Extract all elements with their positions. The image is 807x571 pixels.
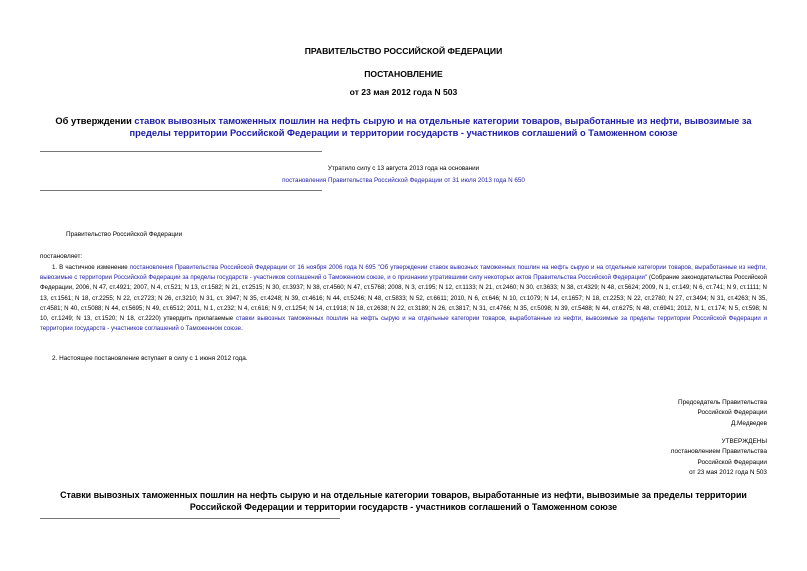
approval-date: от 23 мая 2012 года N 503 [689,468,767,476]
signature-position: Председатель Правительства [678,399,767,406]
signature-country: Российской Федерации [697,409,767,417]
p1-start: 1. В частичное изменение [52,264,130,271]
approval-heading: УТВЕРЖДЕНЫ [721,438,767,445]
doc-type-heading: ПОСТАНОВЛЕНИЕ [364,69,443,79]
p1-citations: (Собрание законодательства Российской Федерации, 2006, N 47, ст.4921; 2007, N 4, ст.521; N 13, ст.1582; N 21, ст.2515; N 30, ст.3937; N 38, ст.4560; N 47, ст.5768; 2008, N 3, ст.195; N 12, ст.1133; N 21, ст.2460; N 30, ст.3633; N 38, ст.4329; N 48, ст.5624; 2009, N 1, ст.149; N 6, ст.741; N 9, ст.1111; N 13, ст.1561; N 18, ст.2255; N 22, ст.2723; N 26, ст.3210; N 31, ст. 3947; N 35, ст.4248; N 39, ст.4616; N 44, ст.5246; N 48, ст.5833; N 52, ст.6611; 2010, N 6, ст.646; N 10, ст.1079; N 14, ст.1657; N 18, ст.2253; N 22, ст.2780; N 27, ст.3494; N 31, ст.4263; N 35, ст.4581; N 40, ст.5088; N 44, ст.5695; N 49, ст.6512; 2011, N 1, ст.232; N 4, ст.616; N 9, ст.1254; N 14, ст.1918; N 18, ст.2638; N 22, ст.3189; N 26, ст.3817; N 31, ст.4766; N 35, ст.5098; N 39, ст.5488; N 44, ст.6275; N 48, ст.6941; 2012, N 1, ст.174; N 5, ст.598; N 10, ст.1249; N 13, ст.1520; N 18, ст.2220) утвердить прилагаемые [40,274,767,323]
status-note [0,163,807,187]
approval-block [467,437,767,478]
p1-link-resolution[interactable]: постановления Правительства Российской Федерации от 16 ноября 2006 года N 695 "Об утверждении ставок вывозных таможенных пошлин на нефть сырую и на отдельные категории товаров, выработанные из нефти, вывозимые с территории Российской Федерации за пределы государств - участников соглашений о Таможенном союзе, и о признании утратившими силу некоторых актов Правительства Российской Федерации" [40,264,767,282]
p1-link-rates[interactable]: ставки вывозных таможенных пошлин на нефть сырую и на отдельные категории товаров, выработанные из нефти, вывозимые за пределы территории Российской Федерации и территории государств - участников соглашений о Таможенном союзе [40,315,767,333]
decrees-line: постановляет: [40,253,83,260]
approval-country: Российской Федерации [697,458,767,466]
paragraph-2: 2. Настоящее постановление вступает в силу с 1 июня 2012 года. [52,355,248,362]
title-link[interactable]: ставок вывозных таможенных пошлин на нефть сырую и на отдельные категории товаров, выработанные из нефти, вывозимые за пределы территории Российской Федерации и территории государств - участников соглашений о Таможенном союзе [129,116,752,138]
divider [40,518,340,519]
signature-block [467,398,767,429]
appendix-title: Ставки вывозных таможенных пошлин на нефть сырую и на отдельные категории товаров, выработанные из нефти, вывозимые за пределы территории Российской Федерации и территории государств - участников соглашений о Таможенном союзе [60,490,747,512]
government-line: Правительство Российской Федерации [66,231,183,238]
paragraph-1 [40,263,767,334]
signature-name: Д.Медведев [730,419,767,427]
org-heading: ПРАВИТЕЛЬСТВО РОССИЙСКОЙ ФЕДЕРАЦИИ [304,46,503,56]
divider [40,151,322,152]
doc-date-heading: от 23 мая 2012 года N 503 [349,87,458,97]
title-prefix: Об утверждении [55,116,135,126]
document-title [40,115,767,139]
status-link[interactable]: постановления Правительства Российской Федерации от 31 июля 2013 года N 650 [282,177,525,184]
p1-end: . [241,325,243,333]
status-text: Утратило силу с 13 августа 2013 года на основании [327,165,480,172]
approval-by: постановлением Правительства [671,448,767,456]
divider [40,190,322,191]
